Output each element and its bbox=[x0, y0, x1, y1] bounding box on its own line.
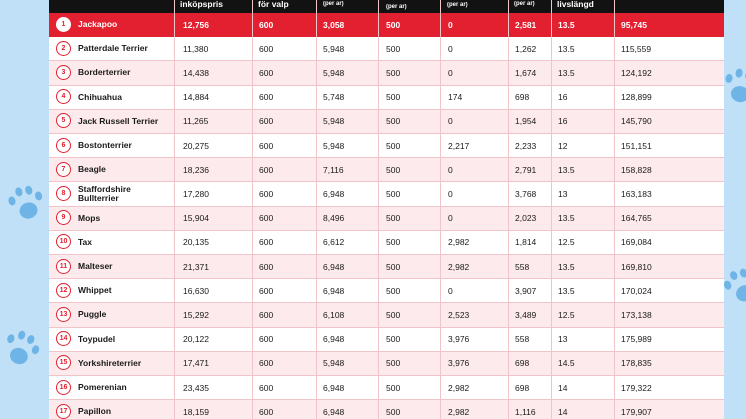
cell-f: 1,262 bbox=[515, 43, 537, 54]
cell-price: 14,438 bbox=[183, 67, 209, 78]
cell-price: 18,236 bbox=[183, 164, 209, 175]
cell-f: 698 bbox=[515, 92, 530, 103]
breed-name: Tax bbox=[78, 236, 93, 247]
cell-c: 5,948 bbox=[323, 140, 345, 151]
cell-puppy: 600 bbox=[259, 140, 274, 151]
cell-f: 3,489 bbox=[515, 309, 537, 320]
cell-price: 14,884 bbox=[183, 92, 209, 103]
table-row bbox=[49, 255, 724, 279]
cell-total: 95,745 bbox=[621, 19, 647, 30]
cell-puppy: 600 bbox=[259, 309, 274, 320]
cell-e: 2,982 bbox=[448, 382, 470, 393]
cell-e: 0 bbox=[448, 67, 453, 78]
cell-e: 0 bbox=[448, 188, 453, 199]
cell-life: 12.5 bbox=[558, 237, 575, 248]
cell-life: 13 bbox=[558, 188, 568, 199]
cell-f: 1,954 bbox=[515, 116, 537, 127]
cell-price: 23,435 bbox=[183, 382, 209, 393]
paw-print-icon bbox=[0, 325, 44, 375]
table-row bbox=[49, 207, 724, 231]
cell-f: 558 bbox=[515, 261, 530, 272]
breed-name: Papillon bbox=[78, 406, 112, 417]
cell-c: 5,948 bbox=[323, 116, 345, 127]
breed-name: Jack Russell Terrier bbox=[78, 115, 159, 126]
cell-c: 6,108 bbox=[323, 309, 345, 320]
cell-f: 1,116 bbox=[515, 406, 536, 417]
cell-e: 2,523 bbox=[448, 309, 470, 320]
cell-c: 6,948 bbox=[323, 382, 345, 393]
cell-puppy: 600 bbox=[259, 164, 274, 175]
cell-d: 500 bbox=[386, 140, 401, 151]
cell-life: 14.5 bbox=[558, 358, 575, 369]
cell-total: 173,138 bbox=[621, 309, 652, 320]
cell-total: 170,024 bbox=[621, 285, 652, 296]
cell-d: 500 bbox=[386, 164, 401, 175]
cell-f: 2,023 bbox=[515, 213, 537, 224]
header-col-d: (per år) bbox=[386, 4, 407, 10]
cell-life: 13.5 bbox=[558, 43, 575, 54]
cell-f: 3,768 bbox=[515, 188, 537, 199]
cell-life: 13.5 bbox=[558, 213, 575, 224]
rank-badge: 8 bbox=[56, 186, 71, 201]
cell-e: 174 bbox=[448, 92, 463, 103]
breed-name: Chihuahua bbox=[78, 91, 122, 102]
breed-name: Staffordshire Bullterrier bbox=[78, 183, 131, 203]
rank-badge: 7 bbox=[56, 162, 71, 177]
cell-total: 128,899 bbox=[621, 92, 652, 103]
cell-f: 2,791 bbox=[515, 164, 537, 175]
cell-e: 2,982 bbox=[448, 261, 470, 272]
cell-total: 178,835 bbox=[621, 358, 652, 369]
cell-price: 11,265 bbox=[183, 116, 209, 127]
table-row bbox=[49, 376, 724, 400]
table-row bbox=[49, 279, 724, 303]
breed-name: Yorkshireterrier bbox=[78, 357, 142, 368]
cell-d: 500 bbox=[386, 43, 401, 54]
cell-puppy: 600 bbox=[259, 382, 274, 393]
header-lifespan: livslängd bbox=[557, 0, 594, 9]
cell-total: 124,192 bbox=[621, 67, 652, 78]
table-row bbox=[49, 182, 724, 206]
cell-d: 500 bbox=[386, 213, 401, 224]
cell-life: 13.5 bbox=[558, 19, 575, 30]
breed-name: Whippet bbox=[78, 285, 112, 296]
cell-total: 169,810 bbox=[621, 261, 652, 272]
breed-name: Mops bbox=[78, 212, 101, 223]
rank-badge: 15 bbox=[56, 355, 71, 370]
cell-life: 12 bbox=[558, 140, 568, 151]
table-row bbox=[49, 158, 724, 182]
breed-name: Pomerenian bbox=[78, 382, 127, 393]
cell-total: 158,828 bbox=[621, 164, 652, 175]
rank-badge: 2 bbox=[56, 41, 71, 56]
cell-puppy: 600 bbox=[259, 92, 274, 103]
cell-c: 6,612 bbox=[323, 237, 345, 248]
cell-life: 16 bbox=[558, 92, 568, 103]
cell-f: 2,233 bbox=[515, 140, 537, 151]
breed-name: Bostonterrier bbox=[78, 140, 132, 151]
breed-name: Toypudel bbox=[78, 333, 116, 344]
breed-name: Borderterrier bbox=[78, 67, 131, 78]
cell-total: 179,907 bbox=[621, 406, 652, 417]
cell-d: 500 bbox=[386, 358, 401, 369]
breed-name: Beagle bbox=[78, 164, 106, 175]
cell-price: 20,275 bbox=[183, 140, 209, 151]
cell-d: 500 bbox=[386, 261, 401, 272]
cell-d: 500 bbox=[386, 188, 401, 199]
cell-c: 6,948 bbox=[323, 334, 345, 345]
rank-badge: 1 bbox=[56, 17, 71, 32]
cell-puppy: 600 bbox=[259, 213, 274, 224]
cell-e: 0 bbox=[448, 164, 453, 175]
cell-f: 698 bbox=[515, 358, 530, 369]
cell-e: 2,982 bbox=[448, 237, 470, 248]
cell-life: 14 bbox=[558, 406, 568, 417]
rank-badge: 17 bbox=[56, 404, 71, 419]
cell-price: 17,280 bbox=[183, 188, 209, 199]
cell-f: 698 bbox=[515, 382, 530, 393]
header-puppy: för valp bbox=[258, 0, 289, 9]
cell-total: 169,084 bbox=[621, 237, 652, 248]
cell-d: 500 bbox=[386, 19, 401, 30]
rank-badge: 12 bbox=[56, 283, 71, 298]
cell-d: 500 bbox=[386, 309, 401, 320]
table-row bbox=[49, 110, 724, 134]
rank-badge: 6 bbox=[56, 138, 71, 153]
cell-total: 179,322 bbox=[621, 382, 652, 393]
cell-life: 13.5 bbox=[558, 67, 575, 78]
cell-price: 11,380 bbox=[183, 43, 209, 54]
cell-life: 13.5 bbox=[558, 285, 575, 296]
table-row bbox=[49, 134, 724, 158]
rank-badge: 14 bbox=[56, 331, 71, 346]
cell-total: 115,559 bbox=[621, 43, 652, 54]
cell-c: 6,948 bbox=[323, 261, 345, 272]
cell-c: 6,948 bbox=[323, 406, 345, 417]
cell-puppy: 600 bbox=[259, 43, 274, 54]
cell-e: 0 bbox=[448, 116, 453, 127]
header-col-e: (per år) bbox=[447, 2, 468, 8]
cell-life: 14 bbox=[558, 382, 568, 393]
cell-d: 500 bbox=[386, 382, 401, 393]
cell-c: 8,496 bbox=[323, 213, 345, 224]
rank-badge: 16 bbox=[56, 380, 71, 395]
cell-puppy: 600 bbox=[259, 334, 274, 345]
table-row bbox=[49, 13, 724, 37]
cell-d: 500 bbox=[386, 285, 401, 296]
cell-total: 175,989 bbox=[621, 334, 652, 345]
cell-d: 500 bbox=[386, 334, 401, 345]
cell-life: 16 bbox=[558, 116, 568, 127]
paw-print-icon bbox=[3, 181, 48, 229]
rank-badge: 11 bbox=[56, 259, 71, 274]
cell-price: 16,630 bbox=[183, 285, 209, 296]
cell-e: 0 bbox=[448, 43, 453, 54]
table-row bbox=[49, 37, 724, 61]
table-row bbox=[49, 352, 724, 376]
table-row bbox=[49, 86, 724, 110]
breed-name: Patterdale Terrier bbox=[78, 43, 148, 54]
breed-name: Jackapoo bbox=[78, 19, 118, 30]
cell-e: 3,976 bbox=[448, 334, 470, 345]
cell-puppy: 600 bbox=[259, 358, 274, 369]
table-header bbox=[49, 0, 724, 13]
cell-price: 20,135 bbox=[183, 237, 209, 248]
table-row bbox=[49, 303, 724, 327]
cell-c: 5,748 bbox=[323, 92, 345, 103]
cell-puppy: 600 bbox=[259, 285, 274, 296]
cell-total: 151,151 bbox=[621, 140, 652, 151]
cell-c: 5,948 bbox=[323, 67, 345, 78]
cell-c: 5,948 bbox=[323, 358, 345, 369]
cell-f: 2,581 bbox=[515, 19, 537, 30]
cell-d: 500 bbox=[386, 67, 401, 78]
cell-total: 163,183 bbox=[621, 188, 652, 199]
cell-c: 6,948 bbox=[323, 188, 345, 199]
rank-badge: 9 bbox=[56, 210, 71, 225]
cell-e: 0 bbox=[448, 19, 453, 30]
cell-e: 0 bbox=[448, 213, 453, 224]
cell-e: 2,217 bbox=[448, 140, 470, 151]
breed-name: Puggle bbox=[78, 309, 107, 320]
cell-e: 2,982 bbox=[448, 406, 470, 417]
rank-badge: 5 bbox=[56, 113, 71, 128]
cell-life: 13.5 bbox=[558, 261, 575, 272]
cost-table bbox=[49, 0, 724, 419]
rank-badge: 3 bbox=[56, 65, 71, 80]
cell-c: 6,948 bbox=[323, 285, 345, 296]
table-row bbox=[49, 231, 724, 255]
cell-total: 164,765 bbox=[621, 213, 652, 224]
rank-badge: 4 bbox=[56, 89, 71, 104]
cell-price: 15,292 bbox=[183, 309, 209, 320]
cell-price: 21,371 bbox=[183, 261, 209, 272]
cell-total: 145,790 bbox=[621, 116, 652, 127]
cell-c: 3,058 bbox=[323, 19, 345, 30]
cell-price: 20,122 bbox=[183, 334, 209, 345]
cell-price: 12,756 bbox=[183, 19, 209, 30]
cell-puppy: 600 bbox=[259, 67, 274, 78]
cell-f: 1,814 bbox=[515, 237, 537, 248]
rank-badge: 10 bbox=[56, 234, 71, 249]
cell-life: 13.5 bbox=[558, 164, 575, 175]
cell-d: 500 bbox=[386, 406, 401, 417]
cell-life: 13 bbox=[558, 334, 568, 345]
cell-puppy: 600 bbox=[259, 19, 274, 30]
cell-price: 18,159 bbox=[183, 406, 209, 417]
cell-f: 558 bbox=[515, 334, 530, 345]
cell-puppy: 600 bbox=[259, 237, 274, 248]
table-row bbox=[49, 328, 724, 352]
cell-price: 17,471 bbox=[183, 358, 209, 369]
cell-d: 500 bbox=[386, 92, 401, 103]
breed-name: Malteser bbox=[78, 261, 113, 272]
cell-d: 500 bbox=[386, 116, 401, 127]
cell-e: 0 bbox=[448, 285, 453, 296]
cell-puppy: 600 bbox=[259, 188, 274, 199]
rank-badge: 13 bbox=[56, 307, 71, 322]
cell-f: 1,674 bbox=[515, 67, 537, 78]
cell-puppy: 600 bbox=[259, 406, 274, 417]
cell-c: 5,948 bbox=[323, 43, 345, 54]
cell-d: 500 bbox=[386, 237, 401, 248]
cell-price: 15,904 bbox=[183, 213, 209, 224]
cell-puppy: 600 bbox=[259, 261, 274, 272]
table-row bbox=[49, 61, 724, 85]
cell-life: 12.5 bbox=[558, 309, 575, 320]
cell-e: 3,976 bbox=[448, 358, 470, 369]
table-row bbox=[49, 400, 724, 419]
header-col-c: (per år) bbox=[323, 1, 344, 7]
header-col-f: (per år) bbox=[514, 1, 535, 7]
cell-c: 7,116 bbox=[323, 164, 344, 175]
header-price: inköpspris bbox=[180, 0, 223, 9]
cell-f: 3,907 bbox=[515, 285, 537, 296]
cell-puppy: 600 bbox=[259, 116, 274, 127]
